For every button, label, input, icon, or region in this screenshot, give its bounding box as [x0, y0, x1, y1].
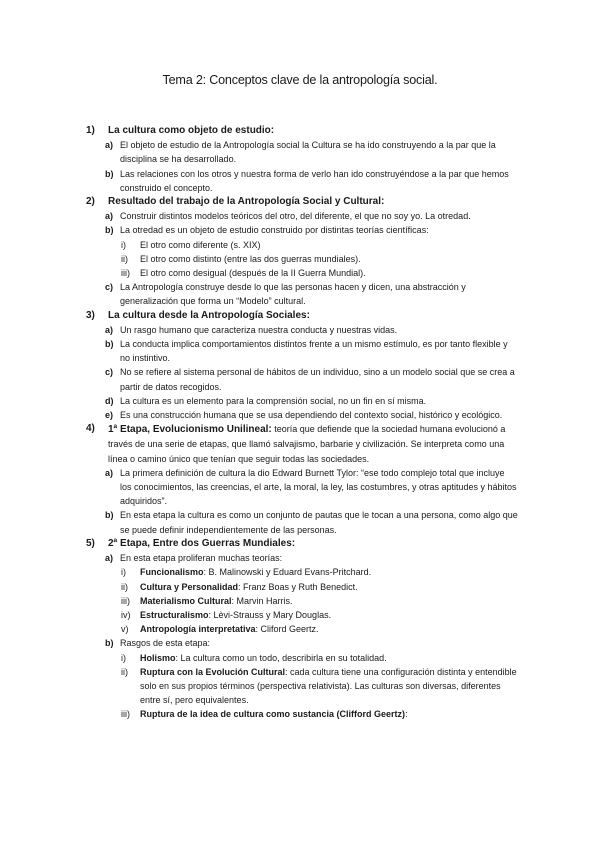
- item-marker: c): [105, 282, 114, 293]
- item-marker: a): [105, 324, 114, 335]
- item-text: Rasgos de esta etapa:: [120, 638, 211, 649]
- sub-item: [0, 266, 600, 280]
- sub-item-text: : Lèvi-Strauss y Mary Douglas.: [208, 609, 332, 620]
- sub-item: [0, 608, 600, 622]
- sub-item-term: Antropología interpretativa: [140, 624, 256, 635]
- sub-item-text: :: [405, 709, 408, 720]
- list-item: [0, 365, 600, 393]
- item-marker: b): [105, 339, 114, 350]
- list-item: [0, 508, 600, 536]
- item-text: La otredad es un objeto de estudio construido por distintas teorías científicas:: [120, 225, 429, 236]
- item-marker: b): [105, 168, 114, 179]
- sub-item-marker: iii): [121, 268, 130, 279]
- sub-item-marker: i): [121, 239, 126, 250]
- item-marker: b): [105, 638, 114, 649]
- section-number: 4): [86, 423, 95, 435]
- item-marker: a): [105, 467, 114, 478]
- section-2: [0, 195, 600, 209]
- section-number: 5): [86, 537, 95, 549]
- list-item: [0, 551, 600, 565]
- item-text: En esta etapa la cultura es como un conjunto de pautas que le tocan a una persona, como algo que se puede definir independientemente de las personas.: [120, 510, 518, 535]
- list-item: [0, 209, 600, 223]
- sub-item-term: Ruptura de la idea de cultura como sustancia (Clifford Geertz): [140, 709, 406, 720]
- section-5: [0, 537, 600, 551]
- sub-item: [0, 594, 600, 608]
- item-text: La Antropología construye desde lo que las personas hacen y dicen, una abstracción y generalización que forma un “Modelo” cultural.: [120, 282, 466, 307]
- section-1: [0, 124, 600, 138]
- item-text: Construir distintos modelos teóricos del otro, del diferente, el que no soy yo. La otredad.: [120, 211, 471, 222]
- sub-item-term: Cultura y Personalidad: [140, 581, 239, 592]
- sub-item-text: : cada cultura tiene una configuración distinta y entendible solo en sus propios términos (perspectiva relativista). Las culturas son diversas, diferentes entre sí, pero equivalentes.: [140, 666, 517, 706]
- item-text: Es una construcción humana que se usa dependiendo del contexto social, histórico y ecológico.: [120, 410, 503, 421]
- page-title: Tema 2: Conceptos clave de la antropología social.: [162, 73, 438, 87]
- section-4: [0, 422, 600, 466]
- sub-item: [0, 565, 600, 579]
- sub-item-term: Materialismo Cultural: [140, 595, 232, 606]
- sub-item-text: El otro como desigual (después de la II Guerra Mundial).: [140, 268, 366, 279]
- sub-item-text: : La cultura como un todo, describirla en su totalidad.: [175, 652, 387, 663]
- item-marker: a): [105, 553, 114, 564]
- section-heading: La cultura desde la Antropología Sociales:: [108, 309, 310, 321]
- sub-item: [0, 665, 600, 708]
- item-text: Un rasgo humano que caracteriza nuestra conducta y nuestras vidas.: [120, 324, 398, 335]
- item-marker: a): [105, 140, 114, 151]
- document-body: [0, 124, 600, 722]
- section-heading: 2ª Etapa, Entre dos Guerras Mundiales:: [108, 537, 296, 549]
- sub-item-marker: iv): [121, 609, 131, 620]
- sub-item-term: Holismo: [140, 652, 176, 663]
- list-item: [0, 466, 600, 509]
- section-heading: La cultura como objeto de estudio:: [108, 125, 275, 136]
- section-heading: Resultado del trabajo de la Antropología Social y Cultural:: [108, 196, 385, 208]
- sub-item-marker: ii): [121, 253, 128, 264]
- sub-item: [0, 622, 600, 636]
- list-item: [0, 223, 600, 237]
- item-marker: d): [105, 395, 114, 406]
- item-marker: c): [105, 367, 114, 378]
- sub-item: [0, 580, 600, 594]
- sub-item-marker: iii): [121, 709, 130, 720]
- sub-item-text: : Franz Boas y Ruth Benedict.: [238, 581, 358, 592]
- sub-item-marker: iii): [121, 595, 130, 606]
- item-text: La conducta implica comportamientos distintos frente a un mismo estímulo, es por tanto flexible y no instintivo.: [120, 339, 508, 364]
- item-text: No se refiere al sistema personal de hábitos de un individuo, sino a un modelo social que se crea a partir de datos recogidos.: [120, 367, 515, 392]
- list-item: [0, 394, 600, 408]
- item-text: La primera definición de cultura la dio Edward Burnett Tylor: “ese todo complejo total que incluye los conocimientos, las creencias, el arte, la moral, la ley, las costumbres, y otras aptitudes y hábitos adquiridos”.: [120, 467, 517, 507]
- list-item: [0, 636, 600, 650]
- sub-item-text: : Cliford Geertz.: [255, 624, 319, 635]
- list-item: [0, 408, 600, 422]
- item-marker: b): [105, 225, 114, 236]
- section-3: [0, 309, 600, 323]
- sub-item-marker: i): [121, 652, 126, 663]
- sub-item-text: El otro como diferente (s. XIX): [140, 239, 261, 250]
- sub-item-text: : Marvin Harris.: [231, 595, 293, 606]
- section-intro-text: teoría que defiende que la sociedad humana evolucionó a través de una serie de etapas, que llamó salvajismo, barbarie y civilización. Se interpreta como una línea o camino único que tenían que seguir todas las sociedades.: [108, 424, 506, 464]
- section-heading: 1ª Etapa, Evolucionismo Unilineal:: [108, 424, 272, 436]
- item-text: La cultura es un elemento para la comprensión social, no un fin en sí misma.: [120, 395, 427, 406]
- list-item: [0, 280, 600, 308]
- section-number: 2): [86, 196, 95, 208]
- sub-item-marker: i): [121, 567, 126, 578]
- sub-item-term: Estructuralismo: [140, 609, 209, 620]
- list-item: [0, 167, 600, 195]
- sub-item-term: Funcionalismo: [140, 567, 204, 578]
- section-number: 1): [86, 125, 95, 136]
- list-item: [0, 323, 600, 337]
- sub-item-marker: ii): [121, 581, 128, 592]
- sub-item: [0, 252, 600, 266]
- item-marker: a): [105, 211, 114, 222]
- sub-item: [0, 238, 600, 252]
- sub-item: [0, 651, 600, 665]
- sub-item-term: Ruptura con la Evolución Cultural: [140, 666, 286, 677]
- list-item: [0, 337, 600, 365]
- sub-item-text: El otro como distinto (entre las dos guerras mundiales).: [140, 253, 361, 264]
- sub-item-text: : B. Malinowski y Eduard Evans-Pritchard.: [203, 567, 372, 578]
- item-marker: b): [105, 510, 114, 521]
- list-item: [0, 138, 600, 166]
- item-text: Las relaciones con los otros y nuestra forma de verlo han ido construyéndose a la par que hemos construido el concepto.: [120, 168, 509, 193]
- sub-item-marker: ii): [121, 666, 128, 677]
- section-number: 3): [86, 309, 95, 321]
- item-text: En esta etapa proliferan muchas teorías:: [120, 553, 283, 564]
- sub-item: [0, 707, 600, 721]
- item-text: El objeto de estudio de la Antropología social la Cultura se ha ido construyendo a la par que la disciplina se ha desarrollado.: [120, 140, 496, 165]
- sub-item-marker: v): [121, 624, 129, 635]
- item-marker: e): [105, 410, 114, 421]
